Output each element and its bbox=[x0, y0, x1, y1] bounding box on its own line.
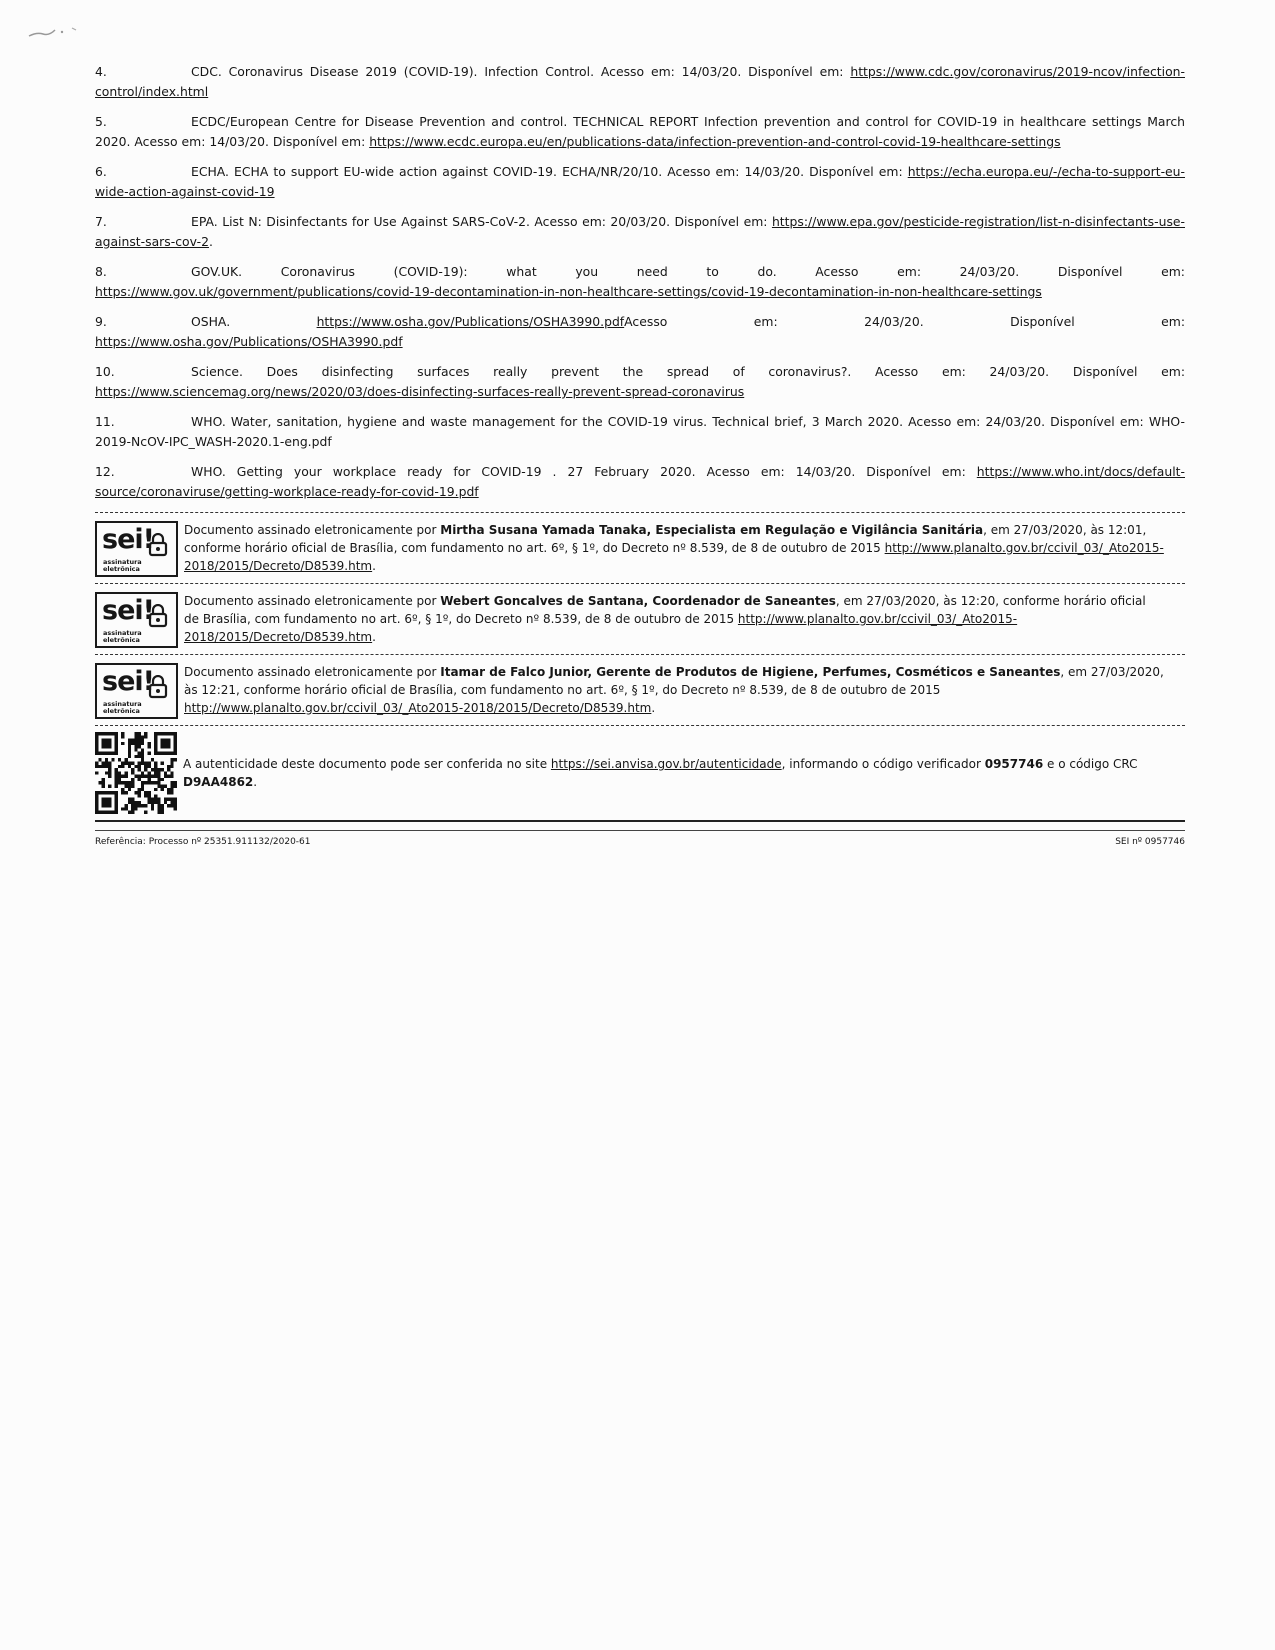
authenticity-link[interactable]: https://sei.anvisa.gov.br/autenticidade bbox=[550, 757, 782, 771]
sei-seal bbox=[95, 521, 178, 577]
reference-number: 5. bbox=[95, 114, 107, 129]
reference-text: EPA. List N: Disinfectants for Use Against SARS-CoV-2. Acesso em: 20/03/20. Disponível em: bbox=[191, 214, 772, 229]
reference-number: 6. bbox=[95, 164, 107, 179]
reference-text: GOV.UK. Coronavirus (COVID-19): what you need to do. Acesso em: 24/03/20. Disponível em: bbox=[191, 264, 1185, 279]
reference-number: 9. bbox=[95, 314, 107, 329]
authenticity-block bbox=[95, 725, 1185, 822]
signer-name: Itamar de Falco Junior, Gerente de Produtos de Higiene, Perfumes, Cosméticos e Saneantes bbox=[440, 665, 1061, 679]
signature-text: Documento assinado eletronicamente por Webert Goncalves de Santana, Coordenador de Saneantes, em 27/03/2020, às 12:20, conforme horário oficial de Brasília, com fundamento no art. 6º, § 1º, do Decreto nº 8.539, de 8 de outubro de 2015 http://www.planalto.gov.br/ccivil_03/_Ato2015-2018/2015/Decreto/D8539.htm. bbox=[184, 594, 1146, 644]
document-page bbox=[95, 62, 1185, 847]
decree-link[interactable]: http://www.planalto.gov.br/ccivil_03/_Ato2015-2018/2015/Decreto/D8539.htm bbox=[184, 612, 1018, 644]
sei-subtitle: assinatura eletrônica bbox=[103, 629, 142, 644]
reference-text: WHO. Getting your workplace ready for COVID-19 . 27 February 2020. Acesso em: 14/03/20. Disponível em: bbox=[191, 464, 977, 479]
reference-link[interactable]: https://www.gov.uk/government/publications/covid-19-decontamination-in-non-healthcare-settings/covid-19-decontamination-in-non-healthcare-settings bbox=[95, 284, 1042, 299]
reference-text: OSHA. bbox=[191, 314, 317, 329]
decree-link[interactable]: http://www.planalto.gov.br/ccivil_03/_Ato2015-2018/2015/Decreto/D8539.htm bbox=[184, 541, 1164, 573]
reference-number: 12. bbox=[95, 464, 115, 479]
reference-number: 8. bbox=[95, 264, 107, 279]
lock-icon bbox=[148, 604, 168, 628]
reference-number: 4. bbox=[95, 64, 107, 79]
reference-link[interactable]: https://www.who.int/docs/default-source/coronaviruse/getting-workplace-ready-for-covid-19.pdf bbox=[95, 464, 1185, 499]
reference-item bbox=[95, 162, 1185, 202]
reference-number: 11. bbox=[95, 414, 115, 429]
qr-code-icon[interactable] bbox=[95, 732, 177, 814]
reference-link[interactable]: https://www.cdc.gov/coronavirus/2019-ncov/infection-control/index.html bbox=[95, 64, 1185, 99]
decree-link[interactable]: http://www.planalto.gov.br/ccivil_03/_Ato2015-2018/2015/Decreto/D8539.htm bbox=[184, 701, 652, 715]
reference-item bbox=[95, 262, 1185, 302]
sei-subtitle: assinatura eletrônica bbox=[103, 700, 142, 715]
reference-after: . bbox=[208, 234, 213, 249]
reference-link-2[interactable]: https://www.osha.gov/Publications/OSHA3990.pdf bbox=[95, 334, 403, 349]
signature-block bbox=[95, 512, 1185, 583]
reference-number: 10. bbox=[95, 364, 115, 379]
reference-after: Acesso em: 24/03/20. Disponível em: bbox=[624, 314, 1186, 329]
sei-subtitle: assinatura eletrônica bbox=[103, 558, 142, 573]
lock-icon bbox=[148, 533, 168, 557]
signer-name: Mirtha Susana Yamada Tanaka, Especialista em Regulação e Vigilância Sanitária bbox=[440, 523, 984, 537]
sei-logo-text: sei! bbox=[102, 666, 154, 697]
reference-item bbox=[95, 312, 1185, 352]
signer-name: Webert Goncalves de Santana, Coordenador de Saneantes bbox=[440, 594, 836, 608]
page-footer bbox=[95, 830, 1185, 847]
reference-link[interactable]: https://www.ecdc.europa.eu/en/publications-data/infection-prevention-and-control-covid-19-healthcare-settings bbox=[369, 134, 1061, 149]
sei-logo-text: sei! bbox=[102, 524, 154, 555]
reference-item bbox=[95, 412, 1185, 452]
reference-list bbox=[95, 62, 1185, 502]
reference-item bbox=[95, 462, 1185, 502]
reference-text: ECHA. ECHA to support EU-wide action against COVID-19. ECHA/NR/20/10. Acesso em: 14/03/20. Disponível em: bbox=[191, 164, 908, 179]
signature-block bbox=[95, 583, 1185, 654]
reference-link[interactable]: https://www.osha.gov/Publications/OSHA3990.pdf bbox=[316, 314, 625, 329]
reference-item bbox=[95, 362, 1185, 402]
sei-seal bbox=[95, 592, 178, 648]
reference-link[interactable]: https://www.sciencemag.org/news/2020/03/does-disinfecting-surfaces-really-prevent-spread-coronavirus bbox=[95, 384, 745, 399]
reference-text: Science. Does disinfecting surfaces really prevent the spread of coronavirus?. Acesso em: 24/03/20. Disponível em: bbox=[191, 364, 1185, 379]
signature-block bbox=[95, 654, 1185, 725]
sei-logo-text: sei! bbox=[102, 595, 154, 626]
sei-number: SEI nº 0957746 bbox=[1115, 837, 1185, 847]
reference-text: WHO. Water, sanitation, hygiene and waste management for the COVID-19 virus. Technical brief, 3 March 2020. Acesso em: 24/03/20. Disponível em: WHO-2019-NcOV-IPC_WASH-2020.1-eng.pdf bbox=[95, 414, 1185, 449]
sei-seal bbox=[95, 663, 178, 719]
authenticity-text: A autenticidade deste documento pode ser conferida no site https://sei.anvisa.gov.br/autenticidade, informando o código verificador 0957746 e o código CRC D9AA4862. bbox=[183, 757, 1138, 789]
reference-item bbox=[95, 212, 1185, 252]
verifier-code: 0957746 bbox=[984, 757, 1044, 771]
lock-icon bbox=[148, 675, 168, 699]
scan-mark bbox=[24, 14, 144, 44]
crc-code: D9AA4862 bbox=[183, 775, 254, 789]
reference-text: ECDC/European Centre for Disease Prevention and control. TECHNICAL REPORT Infection prevention and control for COVID-19 in healthcare settings March 2020. Acesso em: 14/03/20. Disponível em: bbox=[95, 114, 1185, 149]
reference-item bbox=[95, 62, 1185, 102]
reference-link[interactable]: https://echa.europa.eu/-/echa-to-support-eu-wide-action-against-covid-19 bbox=[95, 164, 1185, 199]
signature-text: Documento assinado eletronicamente por Mirtha Susana Yamada Tanaka, Especialista em Regulação e Vigilância Sanitária, em 27/03/2020, às 12:01, conforme horário oficial de Brasília, com fundamento no art. 6º, § 1º, do Decreto nº 8.539, de 8 de outubro de 2015 http://www.planalto.gov.br/ccivil_03/_Ato2015-2018/2015/Decreto/D8539.htm. bbox=[184, 523, 1164, 573]
signature-text: Documento assinado eletronicamente por Itamar de Falco Junior, Gerente de Produtos de Higiene, Perfumes, Cosméticos e Saneantes, em 27/03/2020, às 12:21, conforme horário oficial de Brasília, com fundamento no art. 6º, § 1º, do Decreto nº 8.539, de 8 de outubro de 2015 http://www.planalto.gov.br/ccivil_03/_Ato2015-2018/2015/Decreto/D8539.htm. bbox=[184, 665, 1164, 715]
reference-link[interactable]: https://www.epa.gov/pesticide-registration/list-n-disinfectants-use-against-sars-cov-2 bbox=[95, 214, 1185, 249]
reference-number: 7. bbox=[95, 214, 107, 229]
process-reference: Referência: Processo nº 25351.911132/2020-61 bbox=[95, 837, 311, 847]
reference-item bbox=[95, 112, 1185, 152]
reference-text: CDC. Coronavirus Disease 2019 (COVID-19). Infection Control. Acesso em: 14/03/20. Disponível em: bbox=[191, 64, 851, 79]
